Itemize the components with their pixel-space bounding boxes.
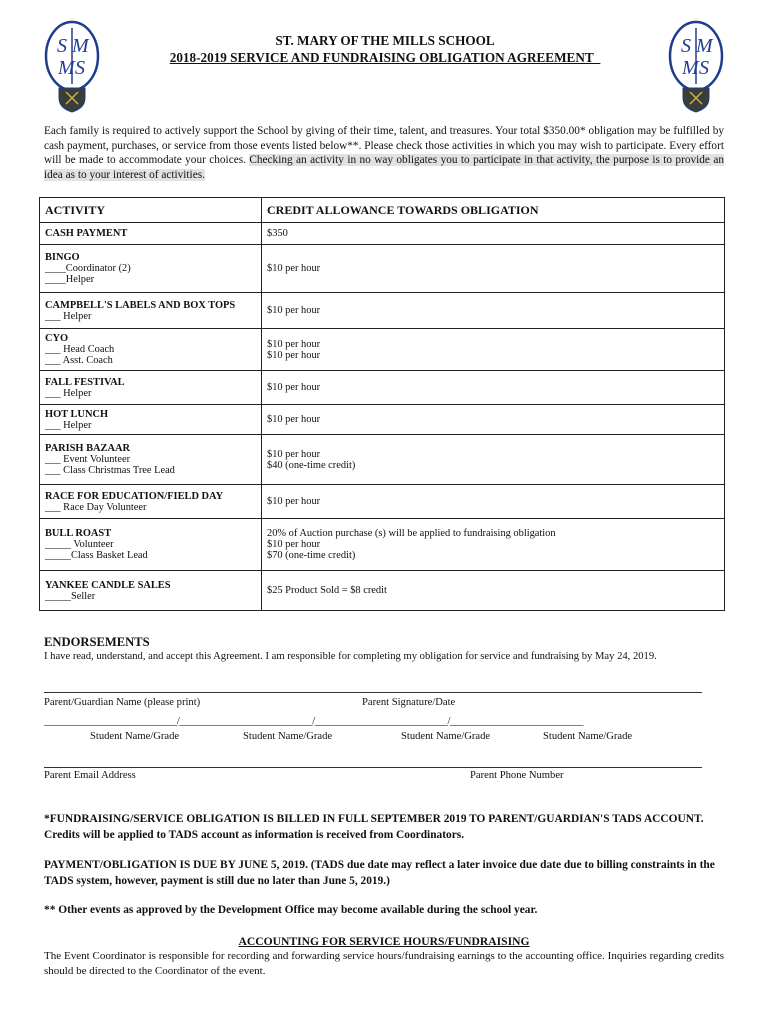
document-title	[0, 32, 770, 66]
email-phone-line[interactable]	[44, 767, 702, 768]
activity-table	[39, 197, 725, 611]
billing-note: *FUNDRAISING/SERVICE OBLIGATION IS BILLED IN FULL SEPTEMBER 2019 TO PARENT/GUARDIAN'S TADS ACCOUNT. Credits will be applied to TADS account as information is received from Coordinators.	[44, 813, 704, 841]
credit-value: $10 per hour	[267, 305, 321, 316]
activity-title: BULL ROAST	[45, 528, 112, 539]
parent-name-signature-line[interactable]	[44, 692, 702, 693]
table-row	[40, 485, 725, 519]
activity-title: BINGO	[45, 252, 80, 263]
svg-text:S: S	[681, 35, 691, 57]
svg-text:M: M	[696, 35, 713, 57]
table-row	[40, 405, 725, 435]
activity-option[interactable]: ___ Race Day Volunteer	[45, 501, 147, 513]
credit-value: $10 per hour	[267, 539, 321, 550]
parent-email-label: Parent Email Address	[44, 770, 136, 781]
credit-value: $10 per hour	[267, 448, 321, 460]
table-header-row	[40, 198, 725, 223]
credit-value: $25 Product Sold = $8 credit	[267, 585, 387, 596]
activity-option[interactable]: _____Class Basket Lead	[45, 550, 148, 561]
table-row	[40, 519, 725, 571]
credit-value: $10 per hour	[267, 382, 321, 393]
credit-cell	[262, 371, 725, 405]
student-name-lines[interactable]: ____________________________/____________________________/____________________________/____________________________	[44, 716, 583, 727]
accounting-text: The Event Coordinator is responsible for recording and forwarding service hours/fundraising earnings to the accounting office. Inquiries regarding credits should be directed to the Coordinator of the event.	[44, 950, 724, 977]
activity-title: CASH PAYMENT	[45, 228, 128, 239]
activity-title: RACE FOR EDUCATION/FIELD DAY	[45, 490, 224, 502]
svg-text:S: S	[699, 57, 709, 79]
activity-option[interactable]: ___ Helper	[45, 310, 92, 322]
credit-cell	[262, 435, 725, 485]
credit-cell	[262, 245, 725, 293]
endorsements-text: I have read, understand, and accept this Agreement. I am responsible for completing my obligation for service and fundraising by May 24, 2019.	[44, 651, 657, 662]
student-label-1: Student Name/Grade	[90, 731, 180, 742]
agreement-title: 2018-2019 SERVICE AND FUNDRAISING OBLIGATION AGREEMENT_	[169, 50, 601, 65]
parent-phone-label: Parent Phone Number	[470, 770, 564, 781]
svg-text:S: S	[75, 57, 85, 79]
credit-cell	[262, 405, 725, 435]
svg-text:M: M	[682, 57, 699, 79]
activity-title: YANKEE CANDLE SALES	[45, 579, 171, 591]
activity-option[interactable]: ___ Event Volunteer	[45, 454, 131, 465]
intro-highlight: Checking an activity in no way obligates you to participate in that activity, the purpose is to provide an idea as to your interest of activities.	[44, 154, 724, 181]
activity-title: CYO	[45, 333, 69, 344]
table-row	[40, 223, 725, 245]
intro-text: Each family is required to actively support the School by giving of their time, talent, and treasures. Your total $350.00* obligation may be fulfilled by cash payment, purchases, or service from those events listed below**. Please check those activities in which you may wish to participate. Every effort will be made to accommodate your choices.	[44, 125, 724, 166]
activity-option[interactable]: _____Seller	[45, 590, 96, 602]
table-row	[40, 245, 725, 293]
activity-cell	[40, 571, 262, 611]
activity-title: PARISH BAZAAR	[45, 443, 130, 454]
activity-title: FALL FESTIVAL	[45, 376, 125, 388]
credit-value: 20% of Auction purchase (s) will be applied to fundraising obligation	[267, 528, 556, 539]
svg-text:M: M	[72, 35, 89, 57]
table-row	[40, 571, 725, 611]
activity-option[interactable]: ___ Head Coach	[45, 344, 115, 355]
credit-cell	[262, 485, 725, 519]
activity-cell	[40, 485, 262, 519]
activity-title: HOT LUNCH	[45, 408, 109, 420]
student-label-3: Student Name/Grade	[401, 731, 491, 742]
activity-cell	[40, 519, 262, 571]
activity-option[interactable]: ____Coordinator (2)	[45, 263, 131, 274]
student-label-4: Student Name/Grade	[543, 731, 633, 742]
activity-title: CAMPBELL'S LABELS AND BOX TOPS	[45, 299, 236, 311]
credit-cell	[262, 329, 725, 371]
credit-cell	[262, 519, 725, 571]
accounting-heading: ACCOUNTING FOR SERVICE HOURS/FUNDRAISING	[238, 935, 530, 948]
student-label-2: Student Name/Grade	[243, 731, 333, 742]
activity-cell	[40, 435, 262, 485]
parent-signature-label: Parent Signature/Date	[362, 697, 456, 708]
credit-value: $40 (one-time credit)	[267, 459, 356, 471]
credit-value: $350	[267, 228, 288, 239]
credit-value: $10 per hour	[267, 496, 321, 507]
payment-note: PAYMENT/OBLIGATION IS DUE BY JUNE 5, 2019. (TADS due date may reflect a later invoice due date due to billing constraints in the TADS system, however, payment is still due no later than June 5, 2019.)	[44, 859, 715, 887]
table-row	[40, 293, 725, 329]
activity-cell	[40, 371, 262, 405]
svg-text:S: S	[57, 35, 67, 57]
activity-option[interactable]: ___ Helper	[45, 419, 92, 431]
parent-name-label: Parent/Guardian Name (please print)	[44, 697, 201, 708]
activity-option[interactable]: ___ Asst. Coach	[45, 355, 113, 366]
activity-cell	[40, 329, 262, 371]
table-row	[40, 329, 725, 371]
svg-text:M: M	[58, 57, 75, 79]
activity-cell	[40, 245, 262, 293]
endorsements-heading: ENDORSEMENTS	[44, 635, 150, 649]
activity-option[interactable]: ____Helper	[45, 274, 95, 285]
activity-option[interactable]: _____ Volunteer	[45, 539, 114, 550]
school-name: ST. MARY OF THE MILLS SCHOOL	[275, 33, 495, 48]
activity-option[interactable]: ___ Class Christmas Tree Lead	[45, 465, 175, 476]
credit-value: $10 per hour	[267, 338, 321, 350]
credit-value: $70 (one-time credit)	[267, 550, 356, 561]
activity-option[interactable]: ___ Helper	[45, 387, 92, 399]
table-row	[40, 371, 725, 405]
credit-cell	[262, 571, 725, 611]
credit-cell	[262, 293, 725, 329]
credit-column-header: CREDIT ALLOWANCE TOWARDS OBLIGATION	[262, 198, 725, 223]
activity-cell	[40, 293, 262, 329]
table-row	[40, 435, 725, 485]
activity-cell	[40, 223, 262, 245]
other-events-note: ** Other events as approved by the Development Office may become available during the school year.	[44, 904, 538, 916]
activity-cell	[40, 405, 262, 435]
activity-column-header: ACTIVITY	[40, 198, 262, 223]
credit-value: $10 per hour	[267, 414, 321, 425]
intro-paragraph	[44, 124, 724, 182]
credit-value: $10 per hour	[267, 263, 321, 274]
credit-value: $10 per hour	[267, 349, 321, 361]
credit-cell	[262, 223, 725, 245]
